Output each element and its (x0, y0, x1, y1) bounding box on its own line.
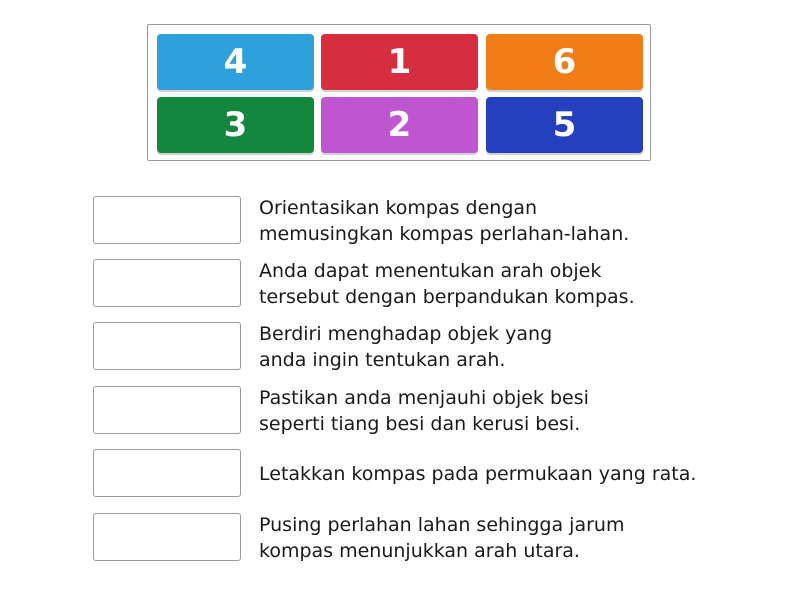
answer-tile[interactable]: 6 (486, 34, 643, 90)
match-row (93, 449, 733, 499)
answer-drop-box[interactable] (93, 449, 241, 497)
statement-text: Pastikan anda menjauhi objek besi seperti tiang besi dan kerusi besi. (259, 387, 589, 435)
answer-drop-box[interactable] (93, 196, 241, 244)
answer-tile[interactable]: 2 (321, 97, 478, 153)
match-row (93, 322, 733, 372)
statement-text: Pusing perlahan lahan sehingga jarum kompas menunjukkan arah utara. (259, 514, 625, 562)
answer-drop-box[interactable] (93, 259, 241, 307)
statement-text: Orientasikan kompas dengan memusingkan kompas perlahan-lahan. (259, 197, 630, 245)
answer-tile[interactable]: 3 (157, 97, 314, 153)
answer-drop-box[interactable] (93, 386, 241, 434)
answer-tile[interactable]: 4 (157, 34, 314, 90)
match-row (93, 259, 733, 309)
match-row (93, 513, 733, 563)
answer-drop-box[interactable] (93, 322, 241, 370)
statement-text: Anda dapat menentukan arah objek tersebut dengan berpandukan kompas. (259, 260, 635, 308)
answer-tile[interactable]: 1 (321, 34, 478, 90)
answer-drop-box[interactable] (93, 513, 241, 561)
match-row (93, 386, 733, 436)
answer-tile-tray (147, 24, 651, 161)
match-row (93, 196, 733, 246)
statement-text: Berdiri menghadap objek yang anda ingin tentukan arah. (259, 323, 553, 371)
statement-text: Letakkan kompas pada permukaan yang rata. (259, 463, 697, 485)
answer-tile[interactable]: 5 (486, 97, 643, 153)
